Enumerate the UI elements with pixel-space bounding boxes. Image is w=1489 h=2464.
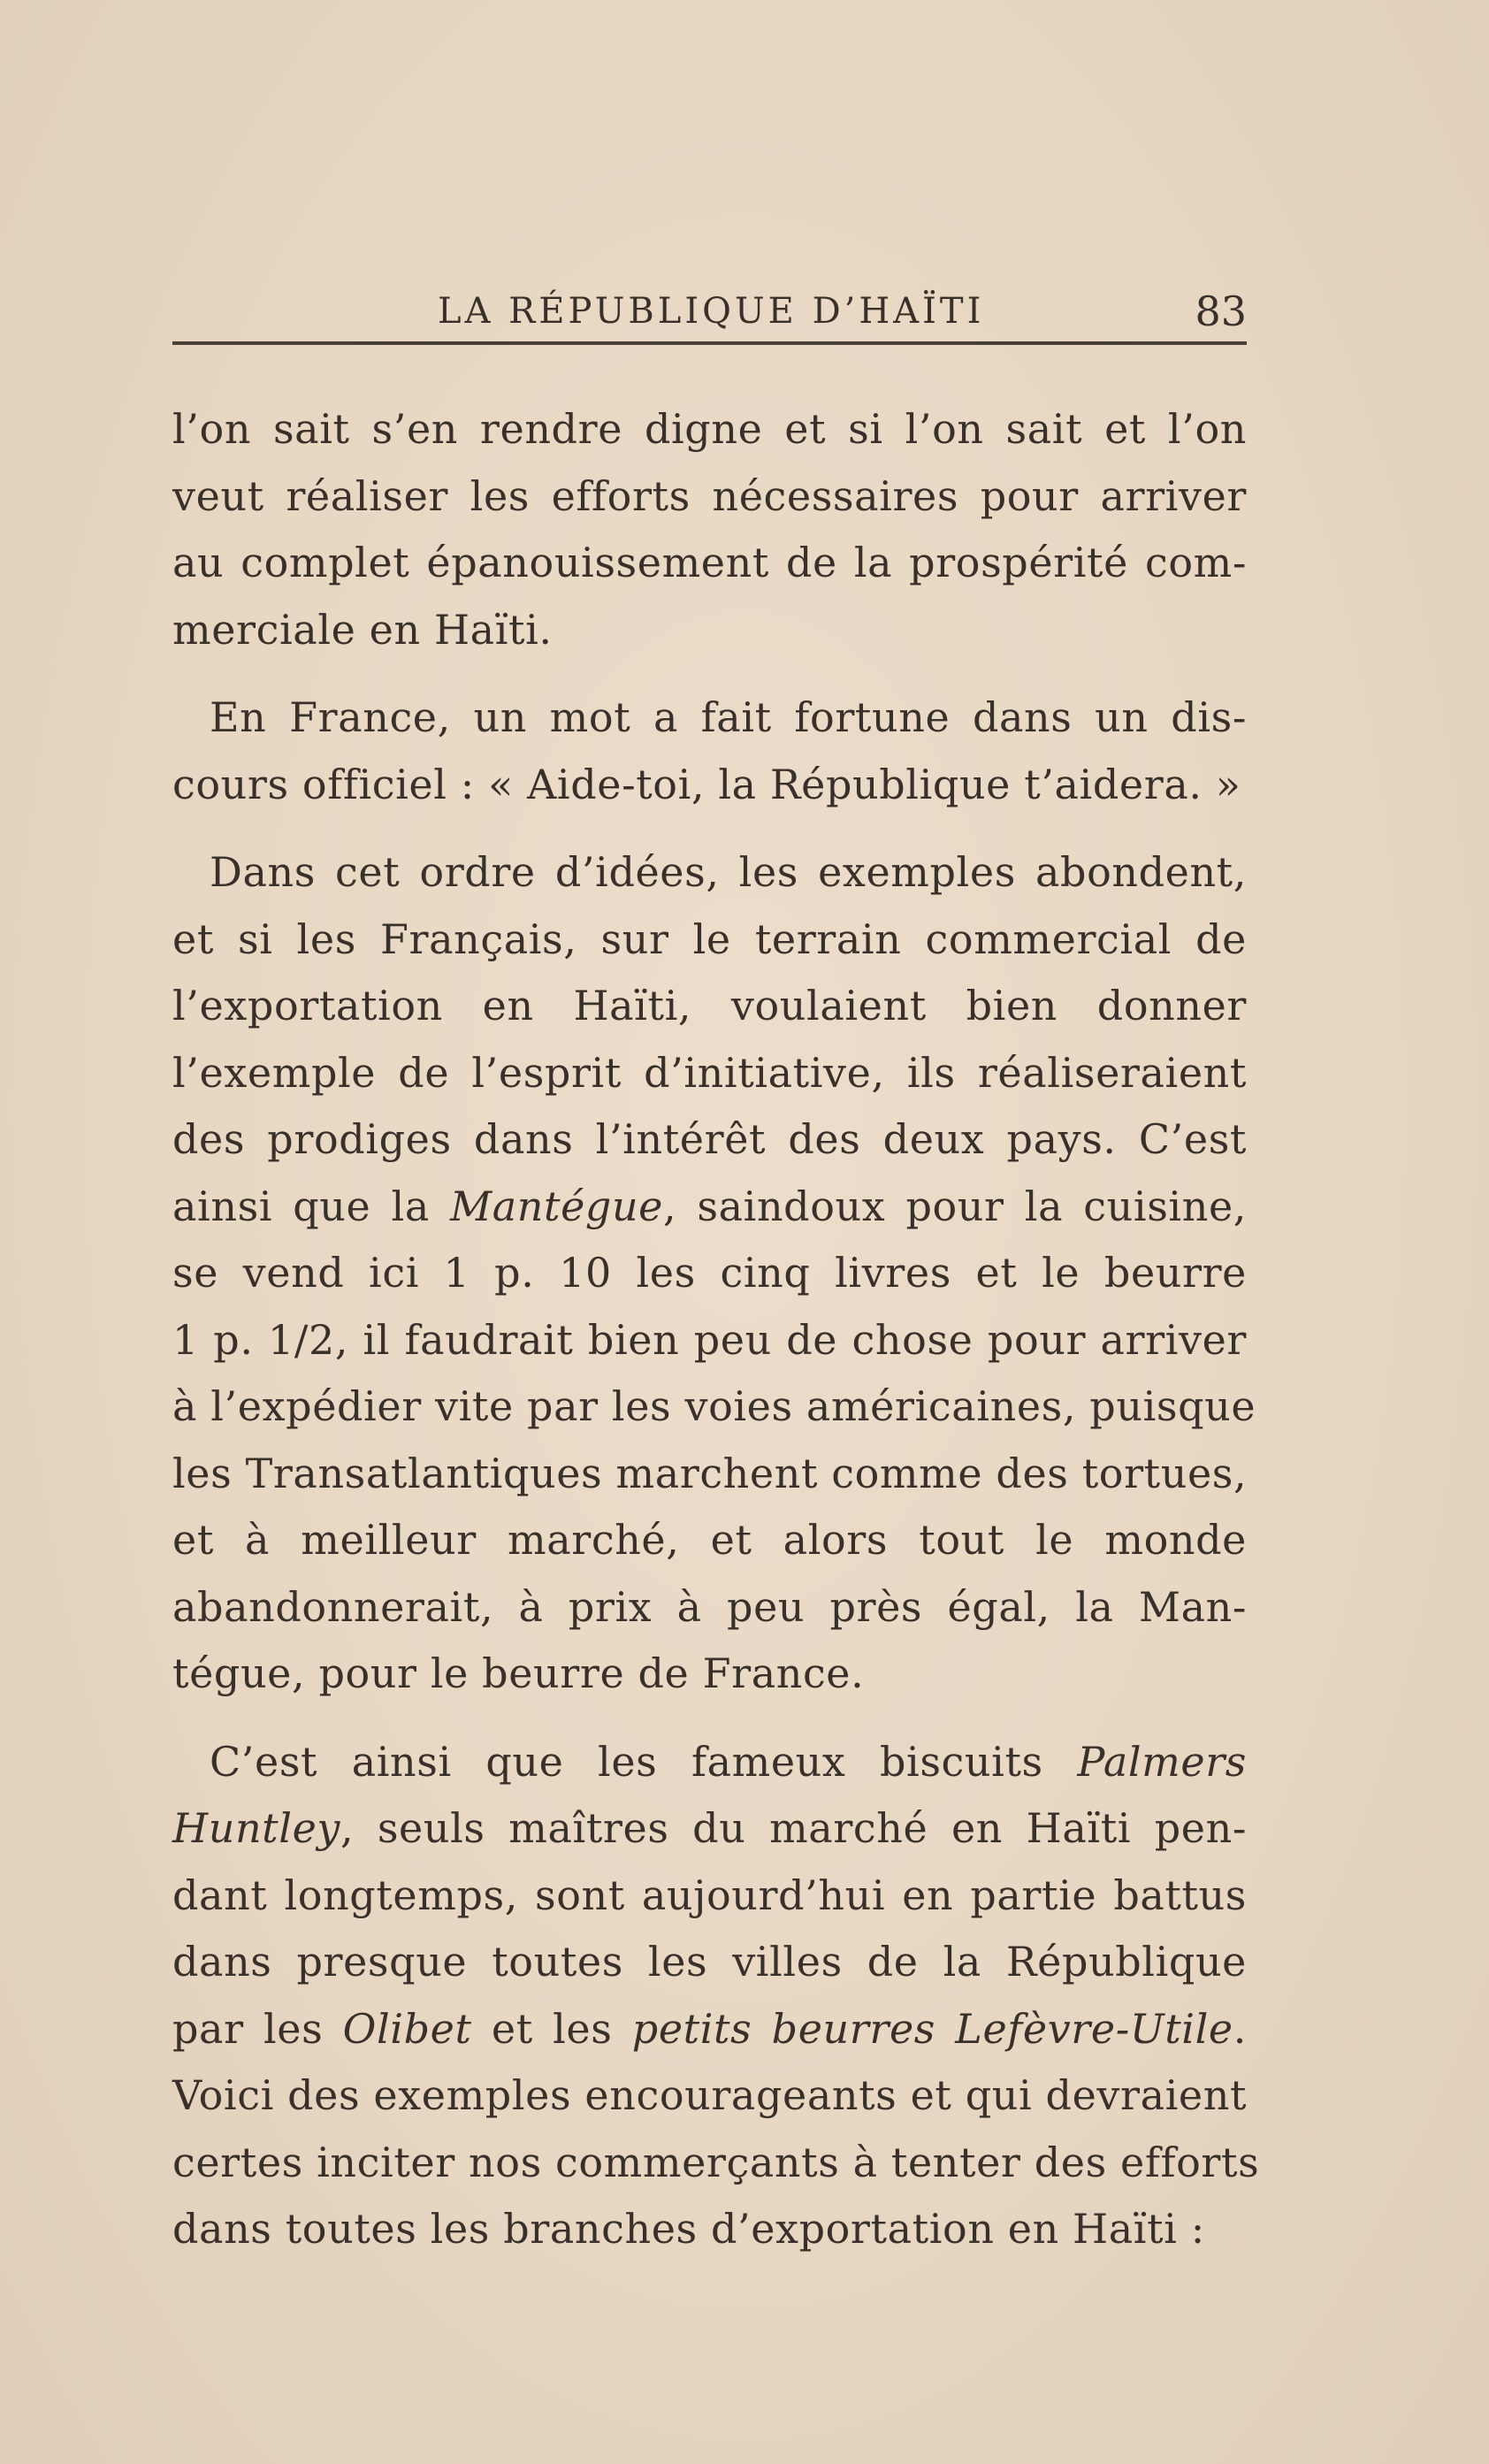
text-line: Voici des exemples encourageants et qui devraient (172, 2071, 1248, 2119)
italic-term: petits beurres Lefèvre-Utile (631, 2004, 1233, 2053)
text-line: tégue, pour le beurre de France. (172, 1649, 865, 1697)
text-line: se vend ici 1 p. 10 les cinq livres et le beurre (172, 1249, 1247, 1297)
running-title: LA RÉPUBLIQUE D’HAÏTI (438, 291, 985, 332)
text-line: dans presque toutes les villes de la République (172, 1938, 1247, 1986)
text-line: à l’expédier vite par les voies américaines, puisque (172, 1382, 1256, 1430)
text-line: et à meilleur marché, et alors tout le monde (172, 1516, 1247, 1564)
text-run: , saindoux pour la cuisine, (663, 1182, 1247, 1230)
text-line: 1 p. 1/2, il faudrait bien peu de chose pour arriver (172, 1315, 1247, 1364)
text-line: des prodiges dans l’intérêt des deux pays. C’est (172, 1115, 1247, 1163)
text-run: C’est ainsi que les fameux biscuits (210, 1737, 1078, 1786)
italic-term: Palmers (1077, 1737, 1247, 1786)
text-line: abandonnerait, à prix à peu près égal, la Man- (172, 1582, 1247, 1631)
text-line: et si les Français, sur le terrain commercial de (172, 914, 1247, 963)
text-line: au complet épanouissement de la prospérité com- (172, 539, 1247, 586)
italic-term: Huntley (172, 1804, 340, 1852)
text-line: Dans cet ordre d’idées, les exemples abondent, (210, 848, 1247, 896)
header-rule (172, 341, 1247, 345)
body-text (172, 396, 1260, 2263)
text-line: l’exportation en Haïti, voulaient bien donner (172, 982, 1247, 1029)
text-run: , seuls maîtres du marché en Haïti pen- (340, 1804, 1247, 1852)
text-line: les Transatlantiques marchent comme des tortues, (172, 1449, 1248, 1497)
text-line (172, 1795, 1247, 1863)
italic-term: Mantégue (450, 1182, 664, 1230)
text-run: par les (172, 2004, 343, 2053)
text-line: l’on sait s’en rendre digne et si l’on sait et l’on (172, 405, 1247, 453)
text-line: l’exemple de l’esprit d’initiative, ils réaliseraient (172, 1048, 1247, 1097)
text-line: merciale en Haïti. (172, 605, 553, 654)
text-run: ainsi que la (172, 1182, 451, 1230)
text-run: . (1233, 2004, 1247, 2053)
text-line (172, 1174, 1247, 1241)
running-header (172, 285, 1247, 347)
text-line (172, 1729, 1247, 1796)
italic-term: Olibet (342, 2004, 472, 2053)
text-line: dans toutes les branches d’exportation en Haïti : (172, 2205, 1205, 2253)
text-line (172, 1996, 1247, 2063)
text-line: veut réaliser les efforts nécessaires pour arriver (172, 471, 1247, 520)
text-run: et les (471, 2004, 632, 2053)
text-line: certes inciter nos commerçants à tenter des efforts (172, 2138, 1260, 2186)
page-number: 83 (1195, 287, 1247, 335)
text-line: En France, un mot a fait fortune dans un dis- (210, 693, 1247, 741)
text-line: cours officiel : « Aide-toi, la République t’aidera. » (172, 760, 1241, 808)
text-line: dant longtemps, sont aujourd’hui en partie battus (172, 1871, 1247, 1919)
